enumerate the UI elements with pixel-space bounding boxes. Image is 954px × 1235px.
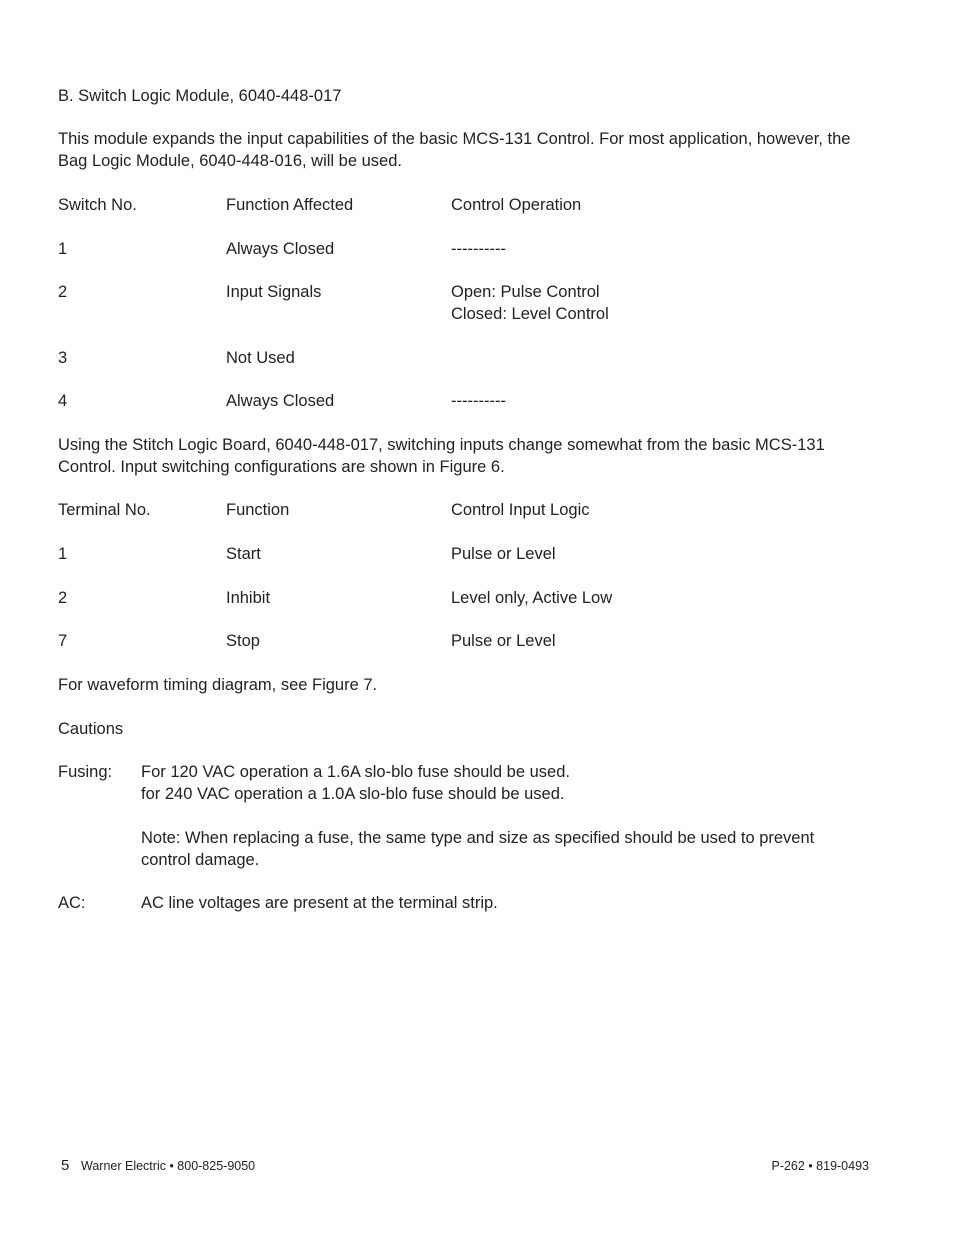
fuse-note-line-2: control damage.: [141, 851, 260, 869]
ac-text: AC line voltages are present at the terminal strip.: [141, 894, 498, 912]
table-row-cell: Pulse or Level: [451, 545, 556, 563]
table-row-cell: Always Closed: [226, 240, 335, 258]
switch-header-function: Function Affected: [226, 196, 354, 214]
table-row-cell: Stop: [226, 632, 260, 650]
terminal-header-logic: Control Input Logic: [451, 501, 590, 519]
stitch-paragraph: [58, 434, 888, 478]
ac-label: AC:: [58, 894, 86, 912]
table-row-cell: Open: Pulse Control: [451, 283, 600, 301]
table-row-cell: 2: [58, 283, 68, 301]
fusing-text: [141, 761, 570, 805]
table-row-cell: 1: [58, 240, 68, 258]
intro-line-2: Bag Logic Module, 6040-448-016, will be used.: [58, 152, 402, 170]
table-row-cell: Inhibit: [226, 589, 271, 607]
cautions-heading: Cautions: [58, 720, 124, 738]
switch-header-no: Switch No.: [58, 196, 137, 214]
fusing-line-1: For 120 VAC operation a 1.6A slo-blo fuse should be used.: [141, 763, 570, 781]
table-row-cell: Start: [226, 545, 261, 563]
footer-right: P-262 • 819-0493: [771, 1159, 869, 1173]
table-row-cell: Input Signals: [226, 283, 322, 301]
waveform-note: For waveform timing diagram, see Figure 7.: [58, 676, 378, 694]
table-row-cell: Level only, Active Low: [451, 589, 613, 607]
table-row-cell: ----------: [451, 392, 506, 410]
fuse-note: [141, 827, 814, 871]
footer-left: Warner Electric • 800-825-9050: [81, 1159, 256, 1173]
intro-paragraph: [58, 128, 888, 172]
terminal-header-function: Function: [226, 501, 290, 519]
stitch-line-1: Using the Stitch Logic Board, 6040-448-017, switching inputs change somewhat from the basic MCS-131: [58, 436, 825, 454]
table-row-cell: 7: [58, 632, 68, 650]
table-row-cell: 3: [58, 349, 68, 367]
table-row-cell: Not Used: [226, 349, 295, 367]
stitch-line-2: Control. Input switching configurations are shown in Figure 6.: [58, 458, 505, 476]
table-row-cell: 2: [58, 589, 68, 607]
fusing-line-2: for 240 VAC operation a 1.0A slo-blo fuse should be used.: [141, 785, 565, 803]
terminal-header-no: Terminal No.: [58, 501, 151, 519]
section-heading: B. Switch Logic Module, 6040-448-017: [58, 87, 342, 105]
table-row-cell: Pulse or Level: [451, 632, 556, 650]
table-row-cell: 1: [58, 545, 68, 563]
fuse-note-line-1: Note: When replacing a fuse, the same type and size as specified should be used to prevent: [141, 829, 815, 847]
table-row-cell: Always Closed: [226, 392, 335, 410]
switch-header-operation: Control Operation: [451, 196, 582, 214]
intro-line-1: This module expands the input capabilities of the basic MCS-131 Control. For most application, however, the: [58, 130, 851, 148]
table-row-cell: Closed: Level Control: [451, 305, 609, 323]
fusing-label: Fusing:: [58, 763, 113, 781]
table-row-cell: ----------: [451, 240, 506, 258]
table-row-cell: 4: [58, 392, 68, 410]
page-number: 5: [61, 1157, 70, 1174]
